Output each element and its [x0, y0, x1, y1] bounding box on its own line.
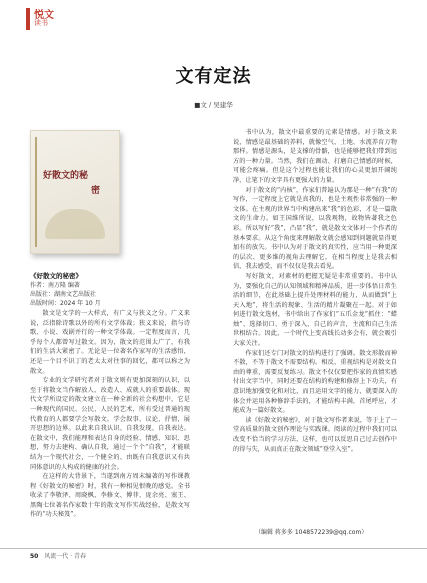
paragraph: 读《好散文的秘密》，对于散文写作者来说，等于上了一堂高质量的散文创作理论与实践课。阅读的过程中我们可以改变不恰当的学习方法，这样，也可以反思自己过去创作中的得与失，从而真正在散文领域“登堂入室”。	[233, 416, 397, 453]
paragraph: 作家们还专门对散文的结构进行了强调。散文形散而神不散，不等于散文不需要结构。相反，重视结构是对散文自由的尊重，需要反复练习。散文不仅仅要把作家的真情实感付出文字当中，同时还要在结构的构建和修辞上下功夫，有意识地加强变化和对比，而且运用文字的能力，就要深入的体会并运用各种修辞手法的，才能结构丰满，首尾呼应，才能成为一篇好散文。	[233, 349, 397, 415]
book-name: 《好散文的秘密》	[30, 272, 82, 280]
book-publisher: 出版社：湖南文艺出版社	[30, 291, 97, 298]
page-number: 50	[30, 553, 39, 560]
cover-title-end: 密	[91, 186, 101, 196]
paragraph: 专业的文学研究者对于散文则有更加深刻的认识，以至于将散文当作解放人、改造人、成就人的重要载体。现代文学所设定的散文建立在一种全新的社会构想中，它是一种现代的国民、公民、人民的艺术，所有受过普通的现代教育的人都要学会写散文。学会叙事、议论、抒情，展开思想的边界。以此来自我认识、自我发现、自我表达。在散文中，我们能理和表达自身的经验、情感、知识、思想，努力去建构、确认自我，通过一个个“自我”，才能联结为一个现代社会，一个健全的、由既有自我意识又有共同体意识的人构成的健康的社会。	[30, 377, 190, 471]
paragraph: 书中认为，散文中最重要的元素是情感。对于散文来说，情感是最基础的养料，就像空气、土地、水流养育万物那样。情感是源头，是支撑的骨骼，也是能够把我们带到远方的一种力量。当然，我们在调动、打磨自己情感的时候，可能会疼痛。但是这个过程也能让我们的心灵更加开阔纯净，让笔下的文字具有更强大的力量。	[233, 129, 397, 184]
book-date: 出版时间：2024 年 10 月	[30, 300, 101, 307]
paragraph: 写好散文，对素材的把握无疑是非常重要的。书中认为，要强化自己的认知领域和精神品质，进一步体悟日常生活的细节，在此基础上提升处理材料的能力，从而做到“上天入地”，将生活的现象、生活的精片凝聚在一起。对于如何进行散文选材，书中给出了作家们“五爪金龙”抓住：“蜡烛”、选择切口、勇于深入，自己的声音，主流和自己生活世相结合。因此，一个时代上变高线长动多会有，就会吸引大家关注。	[233, 272, 397, 348]
cover-title: 好散文的秘	[43, 171, 89, 181]
section-name: 悦文	[34, 10, 54, 21]
editor-note: （编辑 蒋多多 1048572239@qq.com）	[255, 529, 368, 536]
cover-spine-decoration	[35, 137, 37, 247]
article-byline: ■文 / 吴建华	[194, 101, 233, 109]
body-left-column	[30, 309, 190, 520]
book-cover-image	[30, 130, 120, 254]
magazine-name: 风流一代 · 青春	[44, 553, 87, 560]
section-subname: 读书	[34, 19, 48, 27]
paragraph: 散文是文学的一大样式，有广义与狭义之分。广义来说，泛指除诗歌以外的所有文学体裁；狭义来说，指与诗歌、小说、戏剧并行的一种文学体裁。一定程度而言，几乎每个人都曾写过散文。因为，散文的范围太广了，有我们的生活大紧密了。无论是一位著名作家写的生活感悟，还是一个目不识丁的老太太对往事的回忆，都可以称之为散文。	[30, 310, 190, 375]
book-info	[30, 272, 180, 308]
footer-divider	[0, 548, 427, 549]
paragraph: 对于散文的“内核”，作家们普遍认为那是一种“有我”的写作，一定程度上它就是真我的，也是主观性非常强的一种文体。在主观的世界当中构建出来“我”的色彩，才是一篇散文的生命力。如王国维所说，以我观物，故物皆著我之色彩。所以写好“我”，凸显“我”，就是散文文体对一个作者的基本要求。从这个角度来理解散文就会感知到问题就显得更加有的放矢。书中认为对于散文的真实性，应当用一种更深的层次、更多维的视角去理解它，在相当程度上是我去相信，我去感受，而不仅仅是我去看见。	[233, 186, 397, 271]
page-footer	[30, 551, 86, 560]
section-accent-bar	[26, 8, 30, 30]
body-right-column	[233, 128, 397, 454]
cover-illustration	[45, 209, 105, 239]
article-title: 文有定法	[175, 66, 252, 87]
paragraph: 在这样的大背景下，当遂到南方周末编著的写作课教程《好散文的秘密》时，我有一种相见恨晚的感觉。全书收录了李敬泽、周晓枫、李修文、傅菲、庞余亮、塞王、黑陶七位著名作家数十年的散文写作实战经验，是散文写作的“功夫秘笈”。	[30, 473, 190, 519]
book-author: 作者：南万隆 编著	[30, 282, 80, 289]
